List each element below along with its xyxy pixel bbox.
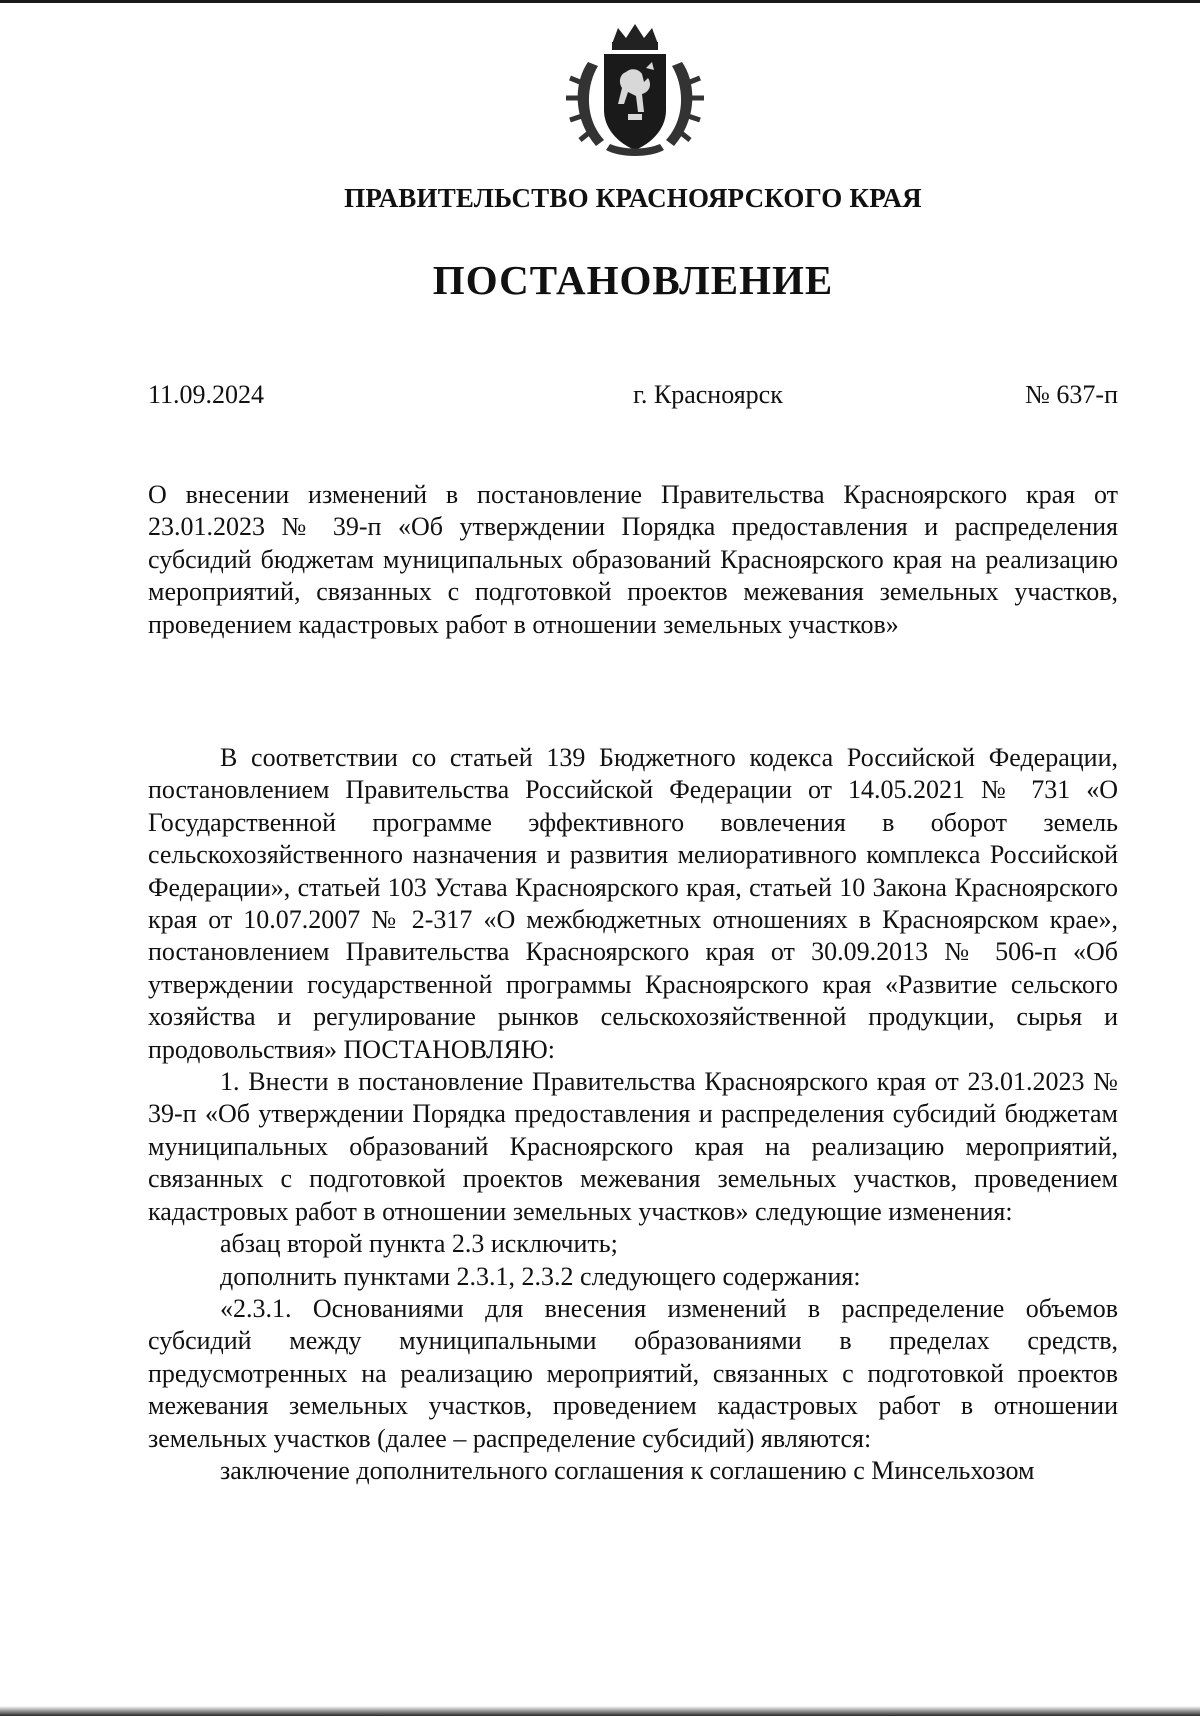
document-meta	[148, 380, 1118, 414]
change-1-paragraph: абзац второй пункта 2.3 исключить;	[220, 1229, 618, 1259]
item-1-paragraph: 1. Внести в постановление Правительства Красноярского края от 23.01.2023 № 39-п «Об утверждении Порядка предоставления и распределения субсидий бюджетам муниципальных образований Красноярского края на реализацию мероприятий, связанных с подготовкой проектов межевания земельных участков, проведением кадастровых работ в отношении земельных участков» следующие изменения:	[148, 1067, 1118, 1226]
scan-edge-top	[0, 0, 1200, 3]
scan-edge-bottom	[0, 1706, 1200, 1716]
document-subject	[148, 479, 1118, 641]
preamble-paragraph: В соответствии со статьей 139 Бюджетного кодекса Российской Федерации, постановлением Правительства Российской Федерации от 14.05.2021 № 731 «О Государственной программе эффективного вовлечения в оборот земель сельскохозяйственного назначения и развития мелиоративного комплекса Российской Федерации», статьей 103 Устава Красноярского края, статьей 10 Закона Красноярского края от 10.07.2007 № 2-317 «О межбюджетных отношениях в Красноярском крае», постановлением Правительства Красноярского края от 30.09.2013 № 506-п «Об утверждении государственной программы Красноярского края «Развитие сельского хозяйства и регулирование рынков сельскохозяйственной продукции, сырья и продовольствия» ПОСТАНОВЛЯЮ:	[148, 743, 1118, 1064]
change-2-paragraph: дополнить пунктами 2.3.1, 2.3.2 следующего содержания:	[220, 1261, 861, 1291]
continuation-line: заключение дополнительного соглашения к соглашению с Минсельхозом	[220, 1455, 1035, 1485]
krasnoyarsk-coat-of-arms-icon	[560, 22, 710, 160]
document-city: г. Красноярск	[633, 380, 783, 409]
document-number: № 637-п	[1025, 380, 1118, 409]
document-type: ПОСТАНОВЛЕНИЕ	[432, 257, 834, 303]
document-body	[148, 742, 1118, 1487]
document-date: 11.09.2024	[148, 380, 265, 409]
clause-2-3-1-paragraph: «2.3.1. Основаниями для внесения изменений в распределение объемов субсидий между муниципальными образованиями в пределах средств, предусмотренных на реализацию мероприятий, связанных с подготовкой проектов межевания земельных участков, проведением кадастровых работ в отношении земельных участков (далее – распределение субсидий) являются:	[148, 1293, 1118, 1453]
government-title: ПРАВИТЕЛЬСТВО КРАСНОЯРСКОГО КРАЯ	[344, 183, 922, 213]
subject-text: О внесении изменений в постановление Правительства Красноярского края от 23.01.2023 № 39-п «Об утверждении Порядка предоставления и распределения субсидий бюджетам муниципальных образований Красноярского края на реализацию мероприятий, связанных с подготовкой проектов межевания земельных участков, проведением кадастровых работ в отношении земельных участков»	[148, 480, 1118, 639]
